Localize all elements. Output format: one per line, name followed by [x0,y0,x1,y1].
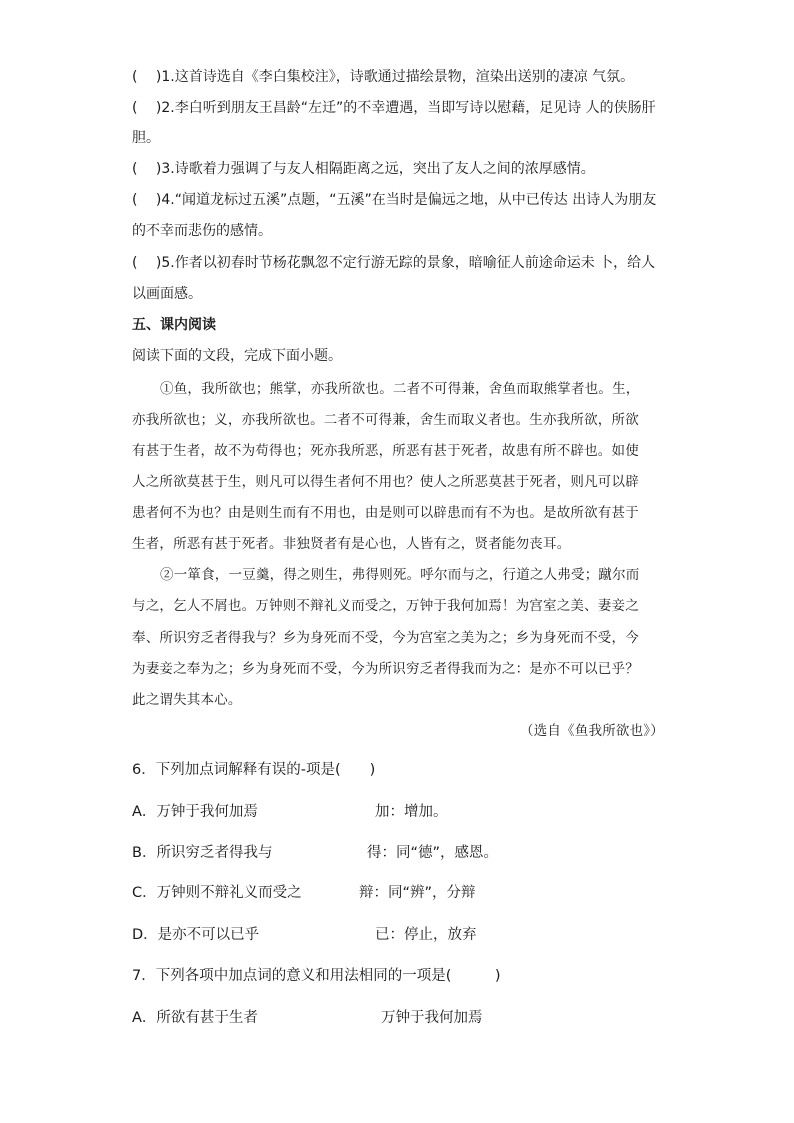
passage-line: 患者何不为也？由是则生而有不用也，由是则可以辟患而有不为也。是故所欲有甚于 [132,505,639,521]
passage-line: 奉、所识穷乏者得我与？乡为身死而不受，今为宫室之美为之；乡为身死而不受，今 [132,630,639,646]
q7-option-a-right: 万钟于我何加焉 [381,1010,483,1026]
passage-line: 生者，所恶有甚于死者。非独贤者有是心也，人皆有之，贤者能勿丧耳。 [132,536,571,552]
passage-line: 人之所欲莫甚于生，则凡可以得生者何不用也？使人之所恶莫甚于死者，则凡可以辟 [132,474,639,490]
tf-item-3: ( )3.诗歌着力强调了与友人相隔距离之远，突出了友人之间的浓厚感情。 [132,161,595,177]
passage-line: 为妻妾之奉为之；乡为身死而不受，今为所识穷乏者得我而为之：是亦不可以已乎？ [132,661,639,677]
q6-option-b-gloss: 得：同“德”，感恩。 [367,845,499,861]
q6-option-c-gloss: 辩：同“辨”，分辩 [359,885,476,901]
passage-line: ①鱼，我所欲也；熊掌，亦我所欲也。二者不可得兼，舍鱼而取熊掌者也。生， [160,381,640,397]
passage-line: ②一箪食，一豆羹，得之则生，弗得则死。呼尔而与之，行道之人弗受；蹴尔而 [160,567,640,583]
tf-item-2: ( )2.李白听到朋友王昌龄“左迁”的不幸遭遇，当即写诗以慰藉，足见诗 人的侠肠肝 [132,100,656,116]
tf-item-5-cont: 以画面感。 [132,286,202,302]
q6-option-a: A．万钟于我何加焉 [132,804,258,820]
tf-item-2-cont: 胆。 [132,130,160,146]
question-6-stem: 6．下列加点词解释有误的-项是( ) [132,762,376,778]
passage-line: 此之谓失其本心。 [132,692,242,708]
passage-line: 与之，乞人不屑也。万钟则不辩礼义而受之，万钟于我何加焉！为宫室之美、妻妾之 [132,598,639,614]
tf-item-4: ( )4.“闻道龙标过五溪”点题，“五溪”在当时是偏远之地，从中已传达 出诗人为朋友 [132,192,657,208]
tf-item-1: ( )1.这首诗选自《李白集校注》，诗歌通过描绘景物，渲染出送别的凄凉 气氛。 [132,69,635,85]
q6-option-a-gloss: 加：增加。 [375,804,448,820]
q6-option-b: B．所识穷乏者得我与 [132,845,273,861]
q6-option-d-gloss: 已：停止，放弃 [375,927,477,943]
section-instruction: 阅读下面的文段，完成下面小题。 [132,348,342,364]
passage-line: 有甚于生者，故不为苟得也；死亦我所恶，所恶有甚于死者，故患有所不辟也。如使 [132,443,639,459]
question-7-stem: 7．下列各项中加点词的意义和用法相同的一项是( ) [132,968,501,984]
q6-option-d: D．是亦不可以已乎 [132,927,260,943]
q7-option-a: A．所欲有甚于生者 [132,1010,258,1026]
section-title: 五、课内阅读 [132,317,216,333]
passage-source: （选自《鱼我所欲也》） [520,723,664,739]
tf-item-5: ( )5.作者以初春时节杨花飘忽不定行游无踪的景象，暗喻征人前途命运未 卜，给人 [132,255,656,271]
q6-option-c: C．万钟则不辩礼义而受之 [132,885,302,901]
tf-item-4-cont: 的不幸而悲伤的感情。 [132,223,272,239]
passage-line: 亦我所欲也；义，亦我所欲也。二者不可得兼，舍生而取义者也。生亦我所欲，所欲 [132,412,639,428]
